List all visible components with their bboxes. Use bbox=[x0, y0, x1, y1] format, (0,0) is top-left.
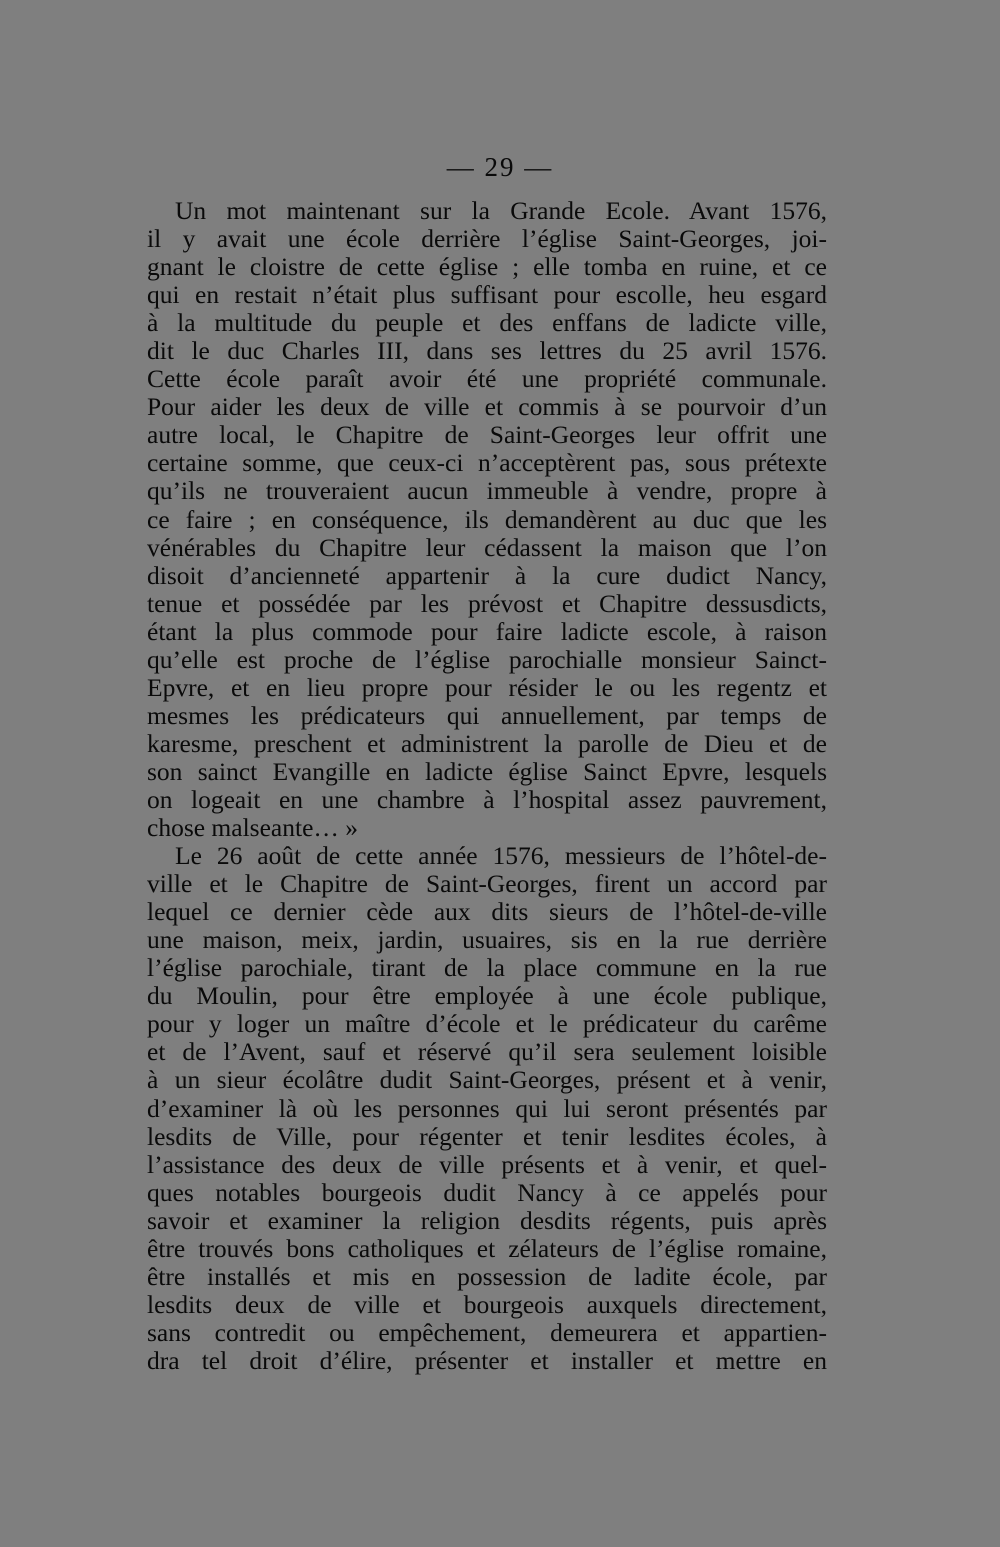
text-line: certaine somme, que ceux-ci n’acceptèrent pas, sous prétexte bbox=[147, 448, 827, 478]
text-line: d’examiner là où les personnes qui lui seront présentés par bbox=[147, 1093, 827, 1123]
text-line: du Moulin, pour être employée à une école publique, bbox=[147, 981, 827, 1011]
text-line: qui en restait n’était plus suffisant pour escolle, heu esgard bbox=[147, 280, 827, 310]
text-line: l’assistance des deux de ville présents et à venir, et quel- bbox=[147, 1149, 827, 1179]
text-line: gnant le cloistre de cette église ; elle tomba en ruine, et ce bbox=[147, 252, 827, 282]
text-line: autre local, le Chapitre de Saint-Georges leur offrit une bbox=[147, 420, 827, 450]
text-line: on logeait en une chambre à l’hospital assez pauvrement, bbox=[147, 784, 827, 814]
text-line: Epvre, et en lieu propre pour résider le ou les regentz et bbox=[147, 672, 827, 702]
text-line: pour y loger un maître d’école et le prédicateur du carême bbox=[147, 1009, 827, 1039]
text-line: être installés et mis en possession de ladite école, par bbox=[147, 1261, 827, 1291]
text-line: vénérables du Chapitre leur cédassent la maison que l’on bbox=[147, 532, 827, 562]
page-number: — 29 — bbox=[446, 152, 554, 182]
text-line: Pour aider les deux de ville et commis à se pourvoir d’un bbox=[147, 392, 827, 422]
text-line: qu’elle est proche de l’église parochialle monsieur Sainct- bbox=[147, 644, 827, 674]
text-line: son sainct Evangille en ladicte église Sainct Epvre, lesquels bbox=[147, 756, 827, 786]
text-line: sans contredit ou empêchement, demeurera et appartien- bbox=[147, 1317, 827, 1347]
text-line: une maison, meix, jardin, usuaires, sis en la rue derrière bbox=[147, 925, 827, 955]
text-line: lesdits deux de ville et bourgeois auxquels directement, bbox=[147, 1289, 827, 1319]
text-line: mesmes les prédicateurs qui annuellement, par temps de bbox=[147, 700, 827, 730]
text-line: dit le duc Charles III, dans ses lettres du 25 avril 1576. bbox=[147, 336, 827, 366]
text-line: lequel ce dernier cède aux dits sieurs de l’hôtel-de-ville bbox=[147, 897, 827, 927]
text-line: ville et le Chapitre de Saint-Georges, firent un accord par bbox=[147, 869, 827, 899]
text-line: il y avait une école derrière l’église Saint-Georges, joi- bbox=[147, 224, 827, 254]
paragraph-2 bbox=[147, 842, 827, 1375]
text-line: Un mot maintenant sur la Grande Ecole. Avant 1576, bbox=[175, 196, 827, 225]
text-line: et de l’Avent, sauf et réservé qu’il sera seulement loisible bbox=[147, 1037, 827, 1067]
paragraph-1 bbox=[147, 197, 827, 842]
text-line: tenue et possédée par les prévost et Chapitre dessusdicts, bbox=[147, 588, 827, 618]
text-line: qu’ils ne trouveraient aucun immeuble à vendre, propre à bbox=[147, 476, 827, 506]
body-text bbox=[147, 197, 827, 1375]
text-line: lesdits de Ville, pour régenter et tenir lesdites écoles, à bbox=[147, 1121, 827, 1151]
text-line: Le 26 août de cette année 1576, messieurs de l’hôtel-de- bbox=[175, 841, 827, 871]
text-line: l’église parochiale, tirant de la place commune en la rue bbox=[147, 953, 827, 983]
text-line: ce faire ; en conséquence, ils demandèrent au duc que les bbox=[147, 504, 827, 534]
text-line: savoir et examiner la religion desdits régents, puis après bbox=[147, 1205, 827, 1235]
text-line: ques notables bourgeois dudit Nancy à ce appelés pour bbox=[147, 1177, 827, 1207]
text-line: disoit d’ancienneté appartenir à la cure dudict Nancy, bbox=[147, 560, 827, 590]
text-line: Cette école paraît avoir été une propriété communale. bbox=[147, 364, 827, 394]
text-line: à la multitude du peuple et des enffans de ladicte ville, bbox=[147, 308, 827, 338]
text-line: dra tel droit d’élire, présenter et installer et mettre en bbox=[147, 1345, 827, 1375]
text-line: être trouvés bons catholiques et zélateurs de l’église romaine, bbox=[147, 1233, 827, 1263]
text-line: à un sieur écolâtre dudit Saint-Georges, présent et à venir, bbox=[147, 1065, 827, 1095]
text-line: étant la plus commode pour faire ladicte escole, à raison bbox=[147, 616, 827, 646]
text-line: chose malseante… » bbox=[147, 813, 359, 843]
text-line: karesme, preschent et administrent la parolle de Dieu et de bbox=[147, 728, 827, 758]
